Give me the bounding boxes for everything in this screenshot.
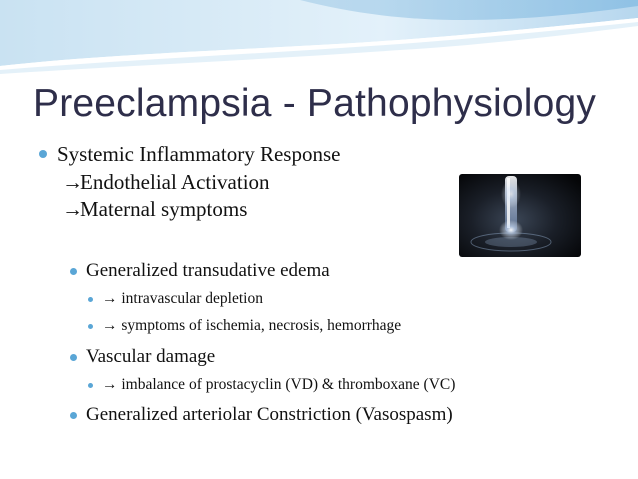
bullet-dot [88,324,93,329]
bullet-vascular-damage: Vascular damage [86,346,216,367]
sub-endothelial-activation: →Endothelial Activation [62,170,270,194]
bullet-systemic-inflammatory-response: Systemic Inflammatory Response [57,142,341,166]
bullet-generalized-arteriolar-constriction: Generalized arteriolar Constriction (Vasospasm) [86,404,453,425]
sub-maternal-symptoms: →Maternal symptoms [62,197,248,221]
arrow-icon: → [62,197,83,221]
arrow-icon: → [62,170,83,194]
arrow-icon: → [102,317,118,334]
bullet-imbalance-prostacyclin-thromboxane: → imbalance of prostacyclin (VD) & thromboxane (VC) [102,376,456,393]
bullet-dot [70,268,77,275]
arrow-icon: → [102,376,118,393]
slide-title: Preeclampsia - Pathophysiology [33,82,597,125]
bullet-dot [88,383,93,388]
bullet-symptoms-of-ischemia: → symptoms of ischemia, necrosis, hemorrhage [102,317,402,334]
bullet-dot [70,354,77,361]
bullet-dot [88,297,93,302]
bullet-intravascular-depletion: → intravascular depletion [102,290,263,307]
spotlight-glass-image [459,174,581,257]
bullet-dot [70,412,77,419]
bullet-generalized-transudative-edema: Generalized transudative edema [86,260,330,281]
bullet-dot [39,150,47,158]
arrow-icon: → [102,290,118,307]
